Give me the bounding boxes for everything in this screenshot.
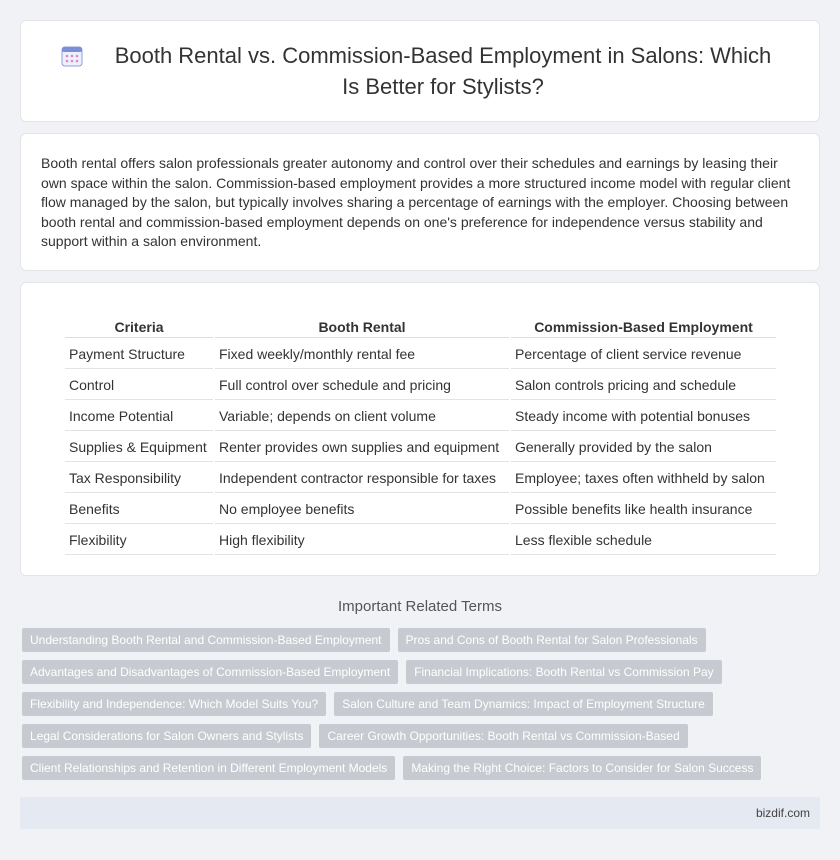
table-cell: Control [65,371,213,400]
tag-row [22,692,822,716]
related-term-link[interactable]: Salon Culture and Team Dynamics: Impact of Employment Structure [334,692,713,716]
table-cell: Generally provided by the salon [511,433,776,462]
calendar-icon [61,45,83,67]
table-cell: Employee; taxes often withheld by salon [511,464,776,493]
table-row [65,464,776,493]
table-cell: Independent contractor responsible for taxes [215,464,509,493]
related-term-link[interactable]: Understanding Booth Rental and Commission-Based Employment [22,628,390,652]
table-row [65,495,776,524]
title-wrap [61,40,779,102]
table-cell: Full control over schedule and pricing [215,371,509,400]
table-cell: High flexibility [215,526,509,555]
table-cell: Steady income with potential bonuses [511,402,776,431]
table-row [65,433,776,462]
related-term-link[interactable]: Advantages and Disadvantages of Commission-Based Employment [22,660,398,684]
related-term-link[interactable]: Pros and Cons of Booth Rental for Salon Professionals [398,628,706,652]
column-header-booth-rental: Booth Rental [215,315,509,338]
footer [20,797,820,829]
table-row [65,526,776,555]
table-cell: Tax Responsibility [65,464,213,493]
related-term-link[interactable]: Legal Considerations for Salon Owners and Stylists [22,724,311,748]
intro-paragraph: Booth rental offers salon professionals greater autonomy and control over their schedules and earnings by leasing their own space within the salon. Commission-based employment provides a more structured income model with regular client flow managed by the salon, but typically involves sharing a percentage of earnings with the employer. Choosing between booth rental and commission-based employment depends on one's preference for independence versus stability and support within a salon environment. [41,155,791,249]
table-cell: Supplies & Equipment [65,433,213,462]
table-cell: Payment Structure [65,340,213,369]
table-row [65,371,776,400]
table-cell: Renter provides own supplies and equipment [215,433,509,462]
table-cell: Fixed weekly/monthly rental fee [215,340,509,369]
table-cell: Benefits [65,495,213,524]
column-header-criteria: Criteria [65,315,213,338]
table-cell: Percentage of client service revenue [511,340,776,369]
table-header-row [65,315,776,338]
table-row [65,340,776,369]
related-terms-list [22,628,822,788]
table-cell: Variable; depends on client volume [215,402,509,431]
comparison-table-card [20,282,820,576]
title-card [20,20,820,122]
comparison-table [63,313,778,557]
tag-row [22,628,822,652]
related-term-link[interactable]: Flexibility and Independence: Which Model Suits You? [22,692,326,716]
footer-site-link[interactable]: bizdif.com [755,806,810,820]
table-cell: Less flexible schedule [511,526,776,555]
related-term-link[interactable]: Making the Right Choice: Factors to Consider for Salon Success [403,756,761,780]
tag-row [22,660,822,684]
intro-card [20,133,820,271]
related-terms-heading: Important Related Terms [338,598,502,615]
related-term-link[interactable]: Financial Implications: Booth Rental vs Commission Pay [406,660,721,684]
table-cell: Income Potential [65,402,213,431]
tag-row [22,756,822,780]
table-cell: No employee benefits [215,495,509,524]
page-title: Booth Rental vs. Commission-Based Employment in Salons: Which Is Better for Stylists? [114,43,772,99]
related-term-link[interactable]: Career Growth Opportunities: Booth Rental vs Commission-Based [319,724,687,748]
table-row [65,402,776,431]
table-cell: Possible benefits like health insurance [511,495,776,524]
table-cell: Flexibility [65,526,213,555]
table-cell: Salon controls pricing and schedule [511,371,776,400]
related-term-link[interactable]: Client Relationships and Retention in Different Employment Models [22,756,395,780]
column-header-commission: Commission-Based Employment [511,315,776,338]
tag-row [22,724,822,748]
